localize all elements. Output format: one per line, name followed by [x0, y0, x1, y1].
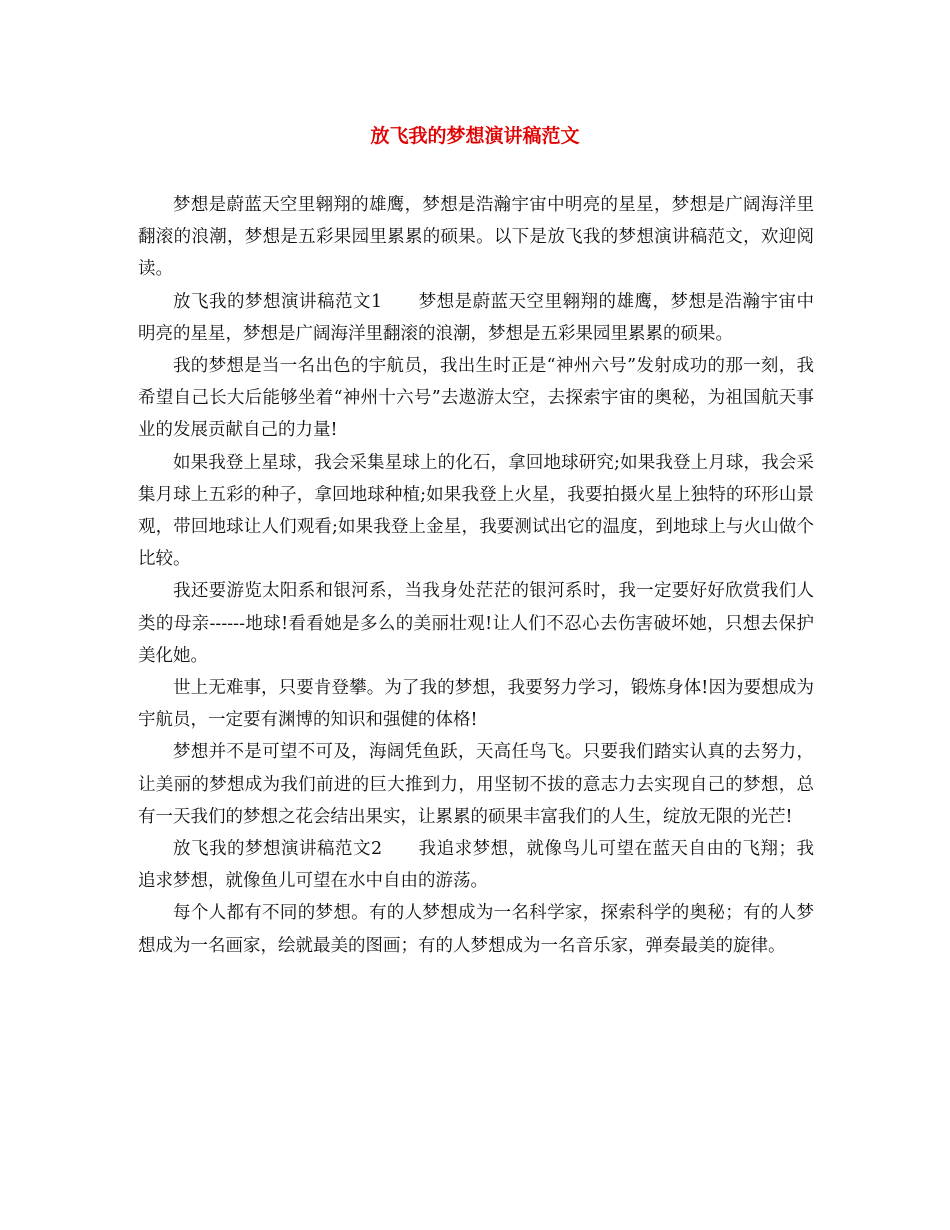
paragraph: 每个人都有不同的梦想。有的人梦想成为一名科学家，探索科学的奥秘；有的人梦想成为一名画家，绘就最美的图画；有的人梦想成为一名音乐家，弹奏最美的旋律。: [138, 903, 814, 956]
paragraph: 如果我登上星球，我会采集星球上的化石，拿回地球研究;如果我登上月球，我会采集月球上五彩的种子，拿回地球种植;如果我登上火星，我要拍摄火星上独特的环形山景观，带回地球让人们观看;如果我登上金星，我要测试出它的温度，到地球上与火山做个比较。: [138, 452, 814, 570]
paragraph: 我还要游览太阳系和银河系，当我身处茫茫的银河系时，我一定要好好欣赏我们人类的母亲------地球!看看她是多么的美丽壮观!让人们不忍心去伤害破坏她，只想去保护美化她。: [138, 581, 814, 666]
paragraph: 放飞我的梦想演讲稿范文2 我追求梦想，就像鸟儿可望在蓝天自由的飞翔；我追求梦想，就像鱼儿可望在水中自由的游荡。: [138, 839, 814, 892]
paragraph: 放飞我的梦想演讲稿范文1 梦想是蔚蓝天空里翱翔的雄鹰，梦想是浩瀚宇宙中明亮的星星，梦想是广阔海洋里翻滚的浪潮，梦想是五彩果园里累累的硕果。: [138, 291, 814, 344]
paragraph: 我的梦想是当一名出色的宇航员，我出生时正是“神州六号”发射成功的那一刻，我希望自己长大后能够坐着“神州十六号”去遨游太空，去探索宇宙的奥秘，为祖国航天事业的发展贡献自己的力量!: [138, 356, 814, 441]
paragraph: 世上无难事，只要肯登攀。为了我的梦想，我要努力学习，锻炼身体!因为要想成为宇航员，一定要有渊博的知识和强健的体格!: [138, 678, 814, 731]
paragraph: 梦想是蔚蓝天空里翱翔的雄鹰，梦想是浩瀚宇宙中明亮的星星，梦想是广阔海洋里翻滚的浪潮，梦想是五彩果园里累累的硕果。以下是放飞我的梦想演讲稿范文，欢迎阅读。: [138, 195, 814, 280]
document-body: [138, 189, 814, 962]
paragraph: 梦想并不是可望不可及，海阔凭鱼跃，天高任鸟飞。只要我们踏实认真的去努力，让美丽的梦想成为我们前进的巨大推到力，用坚韧不拔的意志力去实现自己的梦想，总有一天我们的梦想之花会结出果实，让累累的硕果丰富我们的人生，绽放无限的光芒!: [138, 742, 814, 827]
document-title: 放飞我的梦想演讲稿范文: [370, 125, 580, 147]
